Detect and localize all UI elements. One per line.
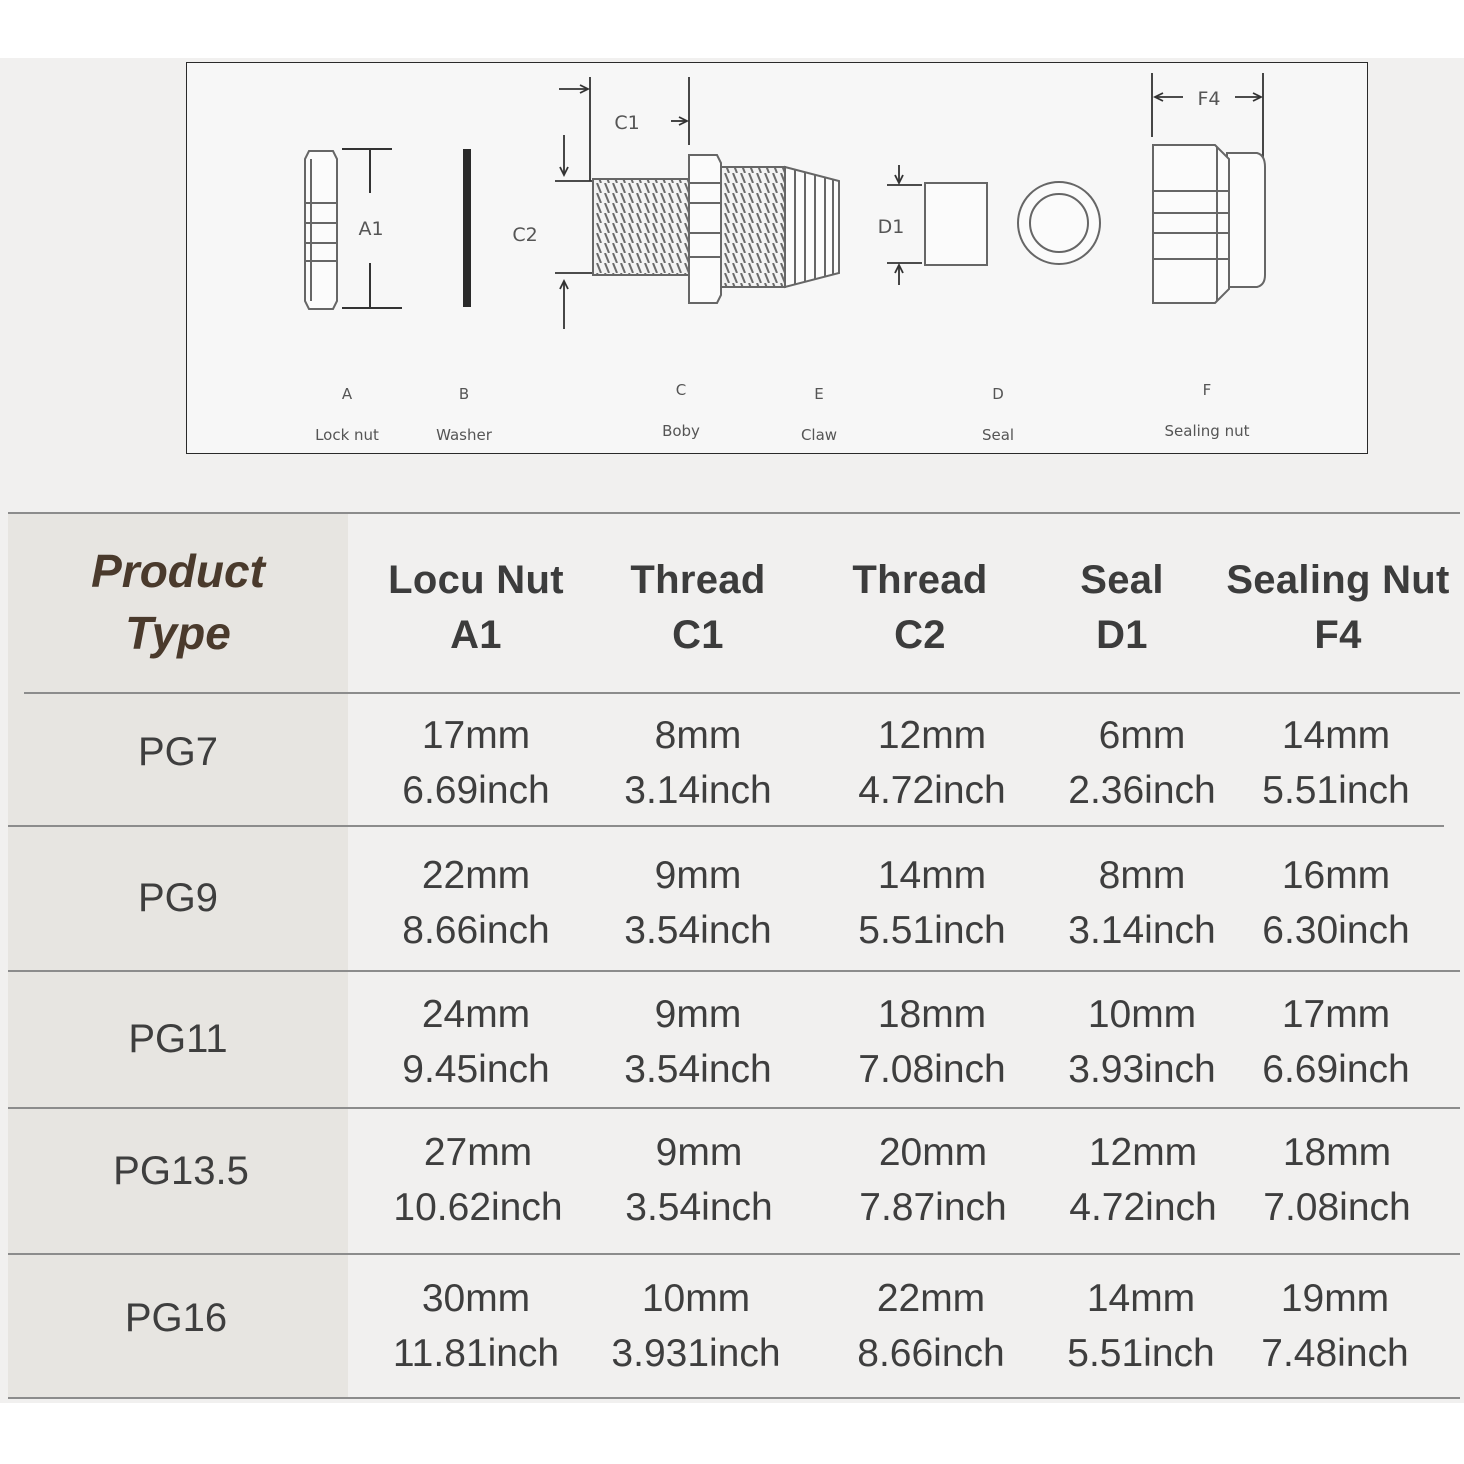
table-cell [826,707,1038,819]
mm-value: 14mm [1086,1277,1196,1320]
header-line: Sealing Nut [1226,558,1450,602]
mm-value: 27mm [423,1131,533,1174]
specification-table [8,512,1460,1398]
part-letter: A [341,385,353,403]
mm-value: 12mm [1088,1131,1198,1174]
a1-label: A1 [358,218,384,240]
header-seal-d1 [1030,512,1214,692]
mm-value: 18mm [877,993,987,1036]
c2-dimension [555,135,592,329]
row-type-pg9: PG9 [137,875,219,920]
table-cell [827,1124,1039,1236]
table-cell [592,847,804,959]
mm-value: 18mm [1282,1131,1392,1174]
part-letter: B [458,385,470,403]
inch-value: 6.30inch [1262,909,1410,952]
header-lock-nut-a1 [370,512,582,692]
table-cell [592,707,804,819]
header-sealing-nut-f4 [1218,512,1458,692]
d1-label: D1 [877,216,905,238]
part-name: Washer [436,426,492,444]
mm-value: 17mm [421,714,531,757]
inch-value: 8.66inch [857,1332,1005,1375]
header-line: C2 [894,613,946,657]
inch-value: 4.72inch [1069,1186,1217,1229]
header-thread-c1 [592,512,804,692]
inch-value: 3.93inch [1068,1048,1216,1091]
inch-value: 5.51inch [1262,769,1410,812]
inch-value: 11.81inch [392,1332,560,1375]
table-cell [1229,1270,1441,1382]
part-name: Claw [800,426,838,444]
inch-value: 6.69inch [402,769,550,812]
row-type-pg11: PG11 [128,1016,228,1061]
mm-value: 10mm [1087,993,1197,1036]
mm-value: 12mm [877,714,987,757]
table-cell [826,986,1038,1098]
c1-label: C1 [614,112,640,134]
header-product-type [8,512,348,692]
part-letter: F [1202,381,1212,399]
mm-value: 10mm [641,1277,751,1320]
table-bottom-border [8,1397,1460,1399]
inch-value: 3.54inch [624,1048,772,1091]
inch-value: 9.45inch [402,1048,550,1091]
mm-value: 17mm [1281,993,1391,1036]
inch-value: 5.51inch [858,909,1006,952]
header-line: Product [91,545,265,597]
header-line: Thread [630,558,766,602]
inch-value: 3.14inch [1068,909,1216,952]
mm-value: 14mm [1281,714,1391,757]
header-line: Type [125,607,231,659]
part-name: Sealing nut [1164,422,1250,440]
header-line: Locu Nut [388,558,564,602]
inch-value: 6.69inch [1262,1048,1410,1091]
part-name: Boby [662,422,700,440]
claw-drawing [785,167,839,287]
mm-value: 9mm [655,1131,743,1174]
mm-value: 30mm [421,1277,531,1320]
inch-value: 7.08inch [858,1048,1006,1091]
part-letter: C [675,381,687,399]
cable-gland-diagram [186,62,1368,454]
table-cell [825,1270,1037,1382]
mm-value: 8mm [1098,854,1186,897]
mm-value: 19mm [1280,1277,1390,1320]
mm-value: 20mm [878,1131,988,1174]
row-type-pg13-5: PG13.5 [113,1148,249,1193]
inch-value: 5.51inch [1067,1332,1215,1375]
table-cell [1230,847,1442,959]
table-cell [1036,986,1248,1098]
mm-value: 9mm [654,993,742,1036]
table-cell [593,1124,805,1236]
mm-value: 24mm [421,993,531,1036]
header-line: C1 [672,613,724,657]
mm-value: 16mm [1281,854,1391,897]
table-cell [370,986,582,1098]
mm-value: 9mm [654,854,742,897]
table-cell [370,1124,586,1236]
sealing-nut-drawing [1153,145,1265,303]
table-cell [592,986,804,1098]
table-cell [1035,1270,1247,1382]
inch-value: 7.87inch [859,1186,1007,1229]
table-cell [370,707,582,819]
table-cell [1230,986,1442,1098]
mm-value: 8mm [654,714,742,757]
table-cell [370,1270,582,1382]
table-cell [1231,1124,1443,1236]
table-cell [370,847,582,959]
f4-label: F4 [1197,88,1221,110]
part-name: Seal [981,426,1015,444]
header-line: Thread [852,558,988,602]
part-letter: D [992,385,1004,403]
inch-value: 7.48inch [1261,1332,1409,1375]
inch-value: 2.36inch [1068,769,1216,812]
inch-value: 10.62inch [393,1186,563,1229]
row-type-pg7: PG7 [137,729,219,774]
table-cell [590,1270,802,1382]
header-line: Seal [1080,558,1164,602]
lock-nut-drawing [305,151,337,309]
inch-value: 3.931inch [611,1332,781,1375]
part-name: Lock nut [315,426,379,444]
inch-value: 7.08inch [1263,1186,1411,1229]
mm-value: 14mm [877,854,987,897]
inch-value: 3.54inch [624,909,772,952]
inch-value: 4.72inch [858,769,1006,812]
table-cell [1230,707,1442,819]
mm-value: 6mm [1098,714,1186,757]
washer-drawing [463,149,471,307]
mm-value: 22mm [876,1277,986,1320]
row-type-pg16: PG16 [124,1295,228,1340]
table-cell [826,847,1038,959]
inch-value: 8.66inch [402,909,550,952]
inch-value: 3.54inch [625,1186,773,1229]
header-line: D1 [1096,613,1148,657]
mm-value: 22mm [421,854,531,897]
body-drawing [593,155,785,303]
table-cell [1036,847,1248,959]
header-line: A1 [450,613,502,657]
header-thread-c2 [814,512,1026,692]
table-cell [1036,707,1248,819]
inch-value: 3.14inch [624,769,772,812]
part-letter: E [814,385,824,403]
c2-label: C2 [512,224,538,246]
table-cell [1037,1124,1249,1236]
header-line: F4 [1314,613,1362,657]
diagram-drawing [187,63,1369,455]
seal-drawing [925,182,1100,265]
